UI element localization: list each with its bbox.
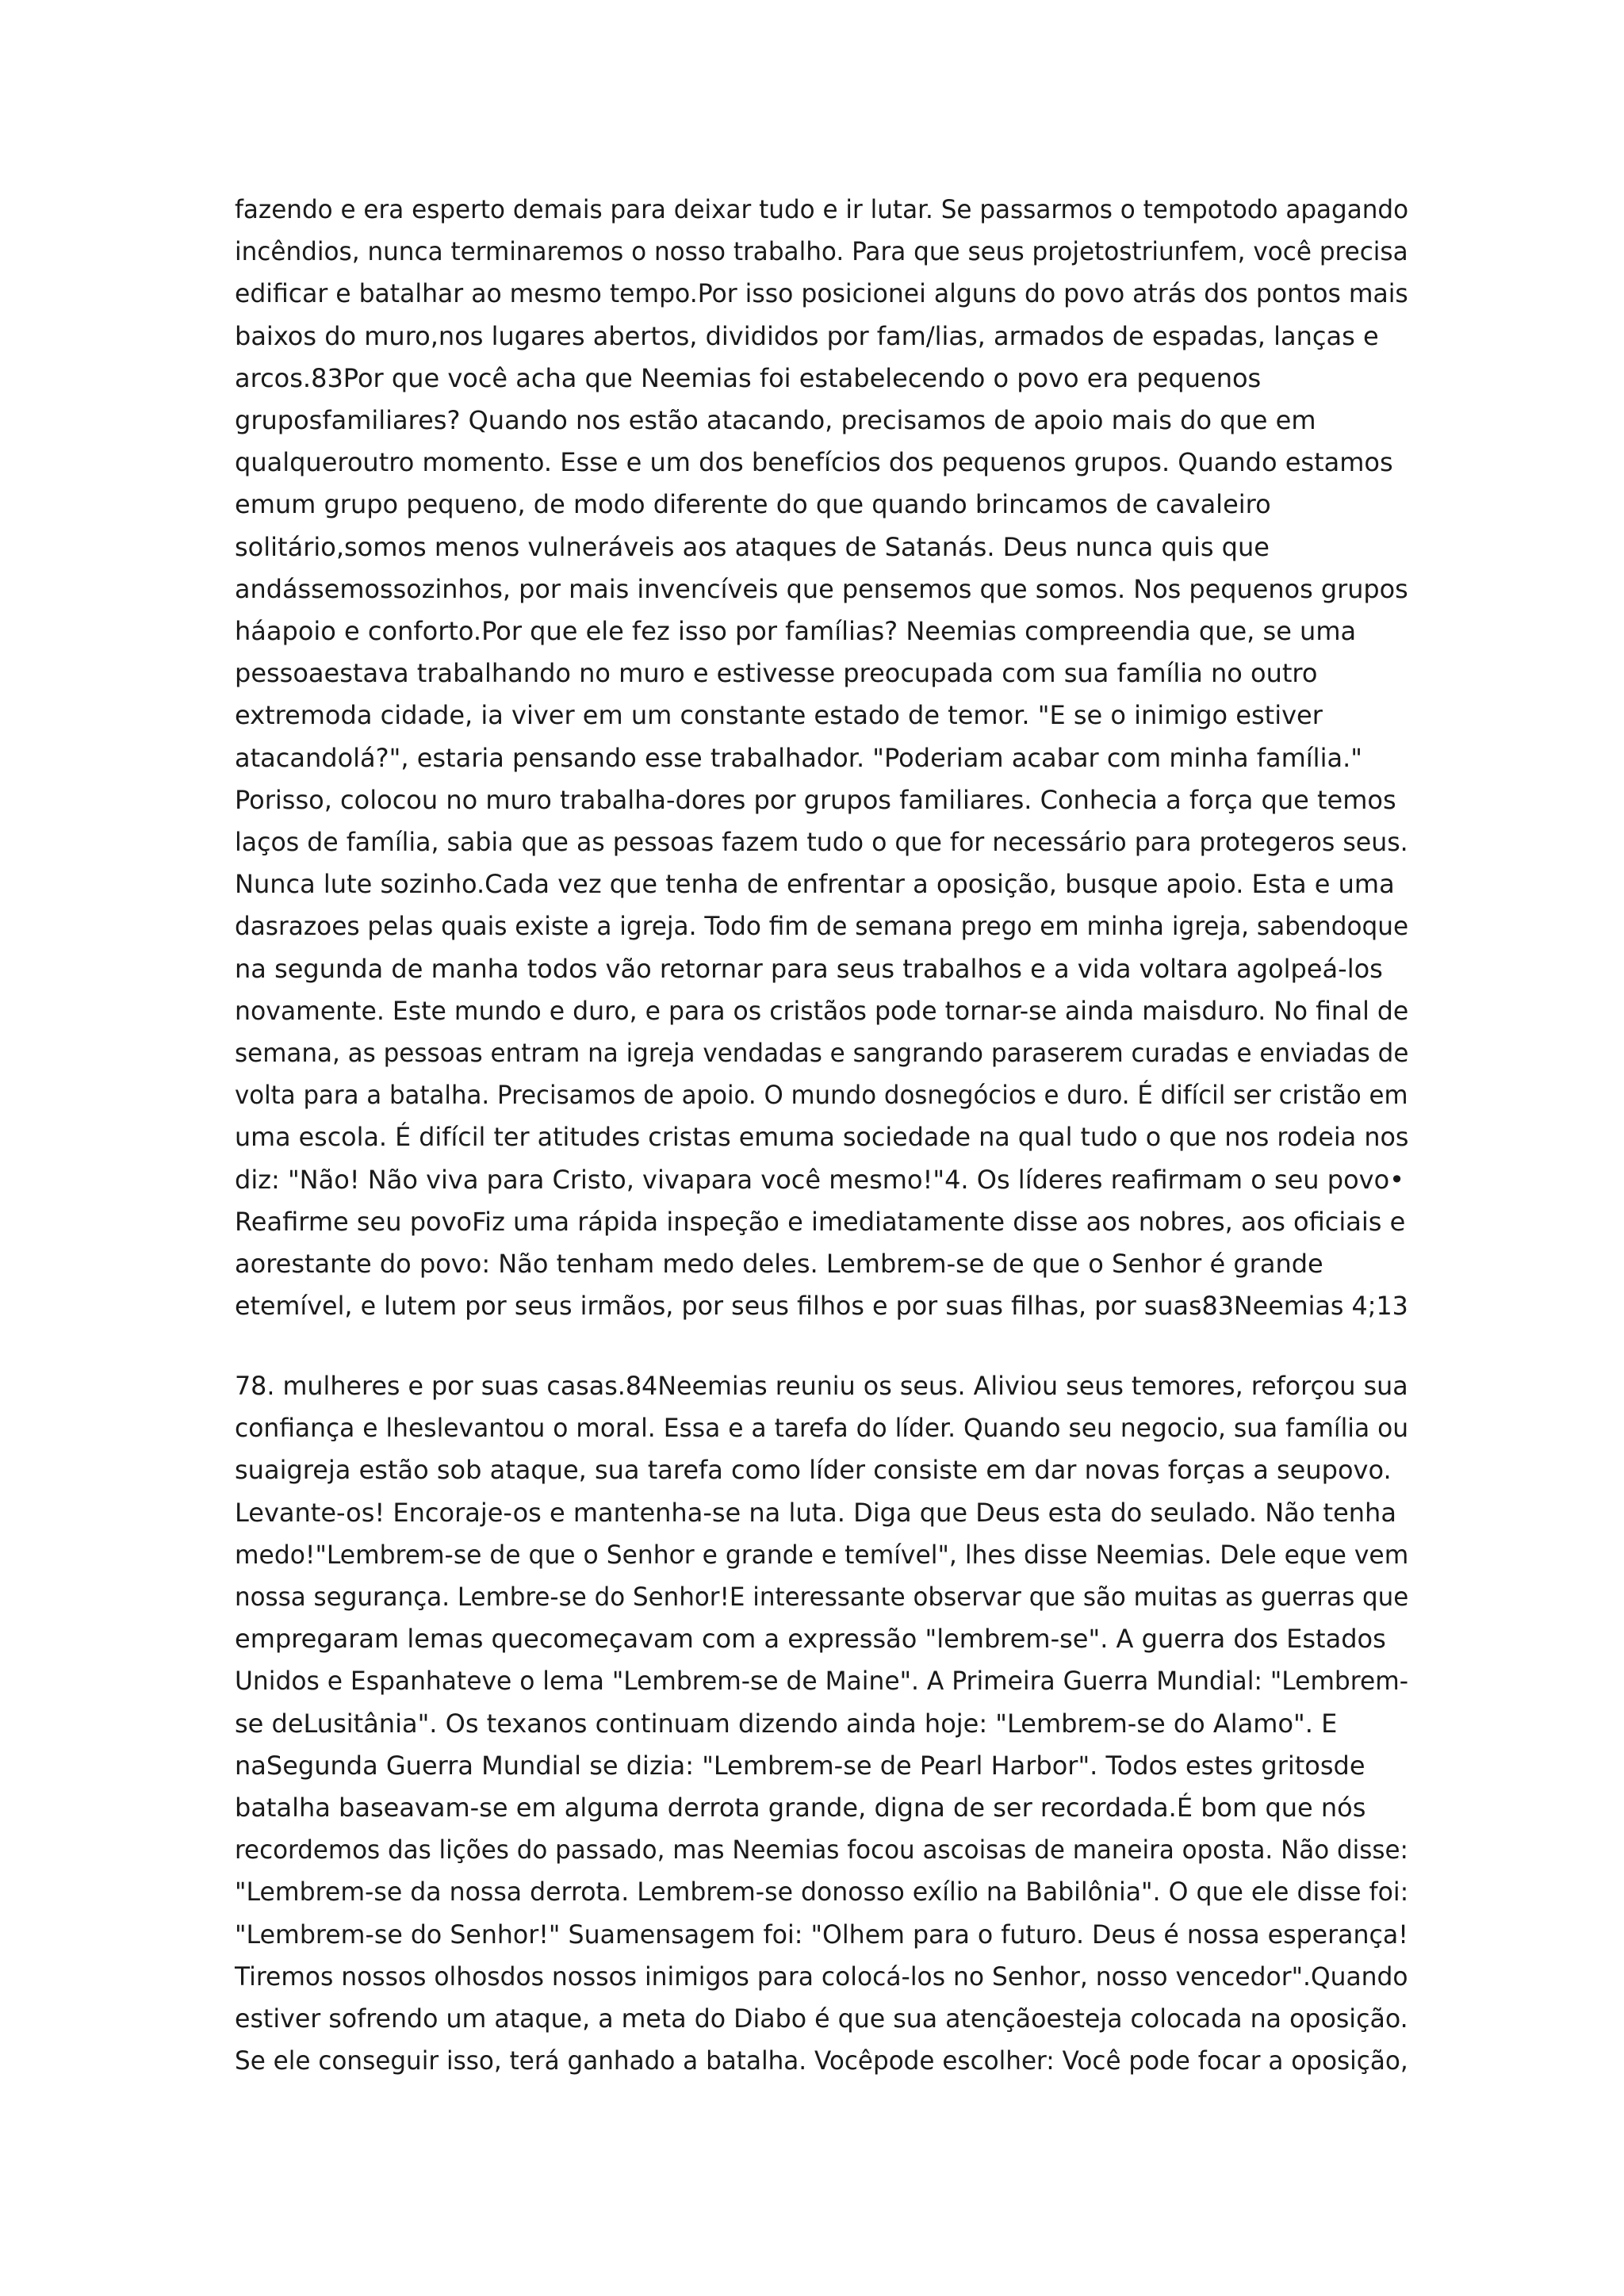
text-line: emum grupo pequeno, de modo diferente do que quando brincamos de cavaleiro bbox=[235, 489, 1271, 520]
text-line: uma escola. É difícil ter atitudes cristas emuma sociedade na qual tudo o que nos rodeia nos bbox=[235, 1122, 1409, 1153]
text-line: batalha baseavam-se em alguma derrota grande, digna de ser recordada.É bom que nós bbox=[235, 1793, 1366, 1823]
text-line: etemível, e lutem por seus irmãos, por seus filhos e por suas filhas, por suas83Neemias 4;13 bbox=[235, 1291, 1408, 1322]
text-line: suaigreja estão sob ataque, sua tarefa como líder consiste em dar novas forças a seupovo. bbox=[235, 1455, 1392, 1486]
text-line: incêndios, nunca terminaremos o nosso trabalho. Para que seus projetostriunfem, você precisa bbox=[235, 236, 1408, 267]
text-line: pessoaestava trabalhando no muro e estivesse preocupada com sua família no outro bbox=[235, 658, 1318, 689]
text-line: nossa segurança. Lembre-se do Senhor!E interessante observar que são muitas as guerras que bbox=[235, 1582, 1409, 1613]
text-line: baixos do muro,nos lugares abertos, divididos por fam/lias, armados de espadas, lanças e bbox=[235, 320, 1379, 351]
text-line: Levante-os! Encoraje-os e mantenha-se na luta. Diga que Deus esta do seulado. Não tenha bbox=[235, 1497, 1396, 1528]
text-line: semana, as pessoas entram na igreja vendadas e sangrando paraserem curadas e enviadas de bbox=[235, 1038, 1409, 1069]
text-line: "Lembrem-se do Senhor!" Suamensagem foi: "Olhem para o futuro. Deus é nossa esperança! bbox=[235, 1919, 1408, 1950]
text-line: Reafirme seu povoFiz uma rápida inspeção e imediatamente disse aos nobres, aos oficiais e bbox=[235, 1206, 1406, 1237]
text-line: naSegunda Guerra Mundial se dizia: "Lembrem-se de Pearl Harbor". Todos estes gritosde bbox=[235, 1750, 1365, 1781]
text-line: confiança e lheslevantou o moral. Essa e a tarefa do líder. Quando seu negocio, sua família ou bbox=[235, 1413, 1409, 1444]
text-line: atacandolá?", estaria pensando esse trabalhador. "Poderiam acabar com minha família." bbox=[235, 742, 1362, 773]
text-line: arcos.83Por que você acha que Neemias foi estabelecendo o povo era pequenos bbox=[235, 362, 1262, 393]
text-line: Se ele conseguir isso, terá ganhado a batalha. Vocêpode escolher: Você pode focar a oposição, bbox=[235, 2045, 1408, 2076]
text-line: aorestante do povo: Não tenham medo deles. Lembrem-se de que o Senhor é grande bbox=[235, 1249, 1323, 1280]
text-line: Unidos e Espanhateve o lema "Lembrem-se de Maine". A Primeira Guerra Mundial: "Lembrem- bbox=[235, 1666, 1409, 1697]
text-line: qualqueroutro momento. Esse e um dos benefícios dos pequenos grupos. Quando estamos bbox=[235, 447, 1393, 478]
text-line: novamente. Este mundo e duro, e para os cristãos pode tornar-se ainda maisduro. No final de bbox=[235, 995, 1409, 1026]
text-line: na segunda de manha todos vão retornar para seus trabalhos e a vida voltara agolpeá-los bbox=[235, 953, 1383, 984]
text-line: Nunca lute sozinho.Cada vez que tenha de enfrentar a oposição, busque apoio. Esta e uma bbox=[235, 869, 1395, 900]
text-line: gruposfamiliares? Quando nos estão atacando, precisamos de apoio mais do que em bbox=[235, 405, 1316, 436]
paragraph-2 bbox=[235, 1365, 1408, 2082]
text-line: fazendo e era esperto demais para deixar tudo e ir lutar. Se passarmos o tempotodo apagando bbox=[235, 194, 1409, 224]
text-line: dasrazoes pelas quais existe a igreja. Todo fim de semana prego em minha igreja, sabendoque bbox=[235, 911, 1409, 942]
text-line: Tiremos nossos olhosdos nossos inimigos para colocá-los no Senhor, nosso vencedor".Quando bbox=[235, 1961, 1408, 1992]
text-line: se deLusitânia". Os texanos continuam dizendo ainda hoje: "Lembrem-se do Alamo". E bbox=[235, 1708, 1338, 1739]
text-line: Porisso, colocou no muro trabalha-dores por grupos familiares. Conhecia a força que temos bbox=[235, 784, 1396, 815]
text-line: háapoio e conforto.Por que ele fez isso por famílias? Neemias compreendia que, se uma bbox=[235, 616, 1357, 647]
text-line: extremoda cidade, ia viver em um constante estado de temor. "E se o inimigo estiver bbox=[235, 700, 1323, 731]
text-line: recordemos das lições do passado, mas Neemias focou ascoisas de maneira oposta. Não disse: bbox=[235, 1835, 1408, 1866]
text-line: solitário,somos menos vulneráveis aos ataques de Satanás. Deus nunca quis que bbox=[235, 531, 1270, 562]
text-line: estiver sofrendo um ataque, a meta do Diabo é que sua atençãoesteja colocada na oposição. bbox=[235, 2003, 1408, 2034]
text-line: diz: "Não! Não viva para Cristo, vivapara você mesmo!"4. Os líderes reafirmam o seu povo• bbox=[235, 1164, 1405, 1195]
text-line: volta para a batalha. Precisamos de apoio. O mundo dosnegócios e duro. É difícil ser cristão em bbox=[235, 1080, 1408, 1111]
text-line: 78. mulheres e por suas casas.84Neemias reuniu os seus. Aliviou seus temores, reforçou sua bbox=[235, 1371, 1408, 1401]
text-line: laços de família, sabia que as pessoas fazem tudo o que for necessário para protegeros seus. bbox=[235, 827, 1408, 858]
text-line: empregaram lemas quecomeçavam com a expressão "lembrem-se". A guerra dos Estados bbox=[235, 1624, 1386, 1655]
text-line: edificar e batalhar ao mesmo tempo.Por isso posicionei alguns do povo atrás dos pontos mais bbox=[235, 278, 1408, 309]
text-line: medo!"Lembrem-se de que o Senhor e grande e temível", lhes disse Neemias. Dele eque vem bbox=[235, 1539, 1409, 1570]
text-line: "Lembrem-se da nossa derrota. Lembrem-se donosso exílio na Babilônia". O que ele disse foi: bbox=[235, 1877, 1409, 1908]
paragraph-1 bbox=[235, 189, 1408, 1327]
text-line: andássemossozinhos, por mais invencíveis que pensemos que somos. Nos pequenos grupos bbox=[235, 573, 1408, 604]
